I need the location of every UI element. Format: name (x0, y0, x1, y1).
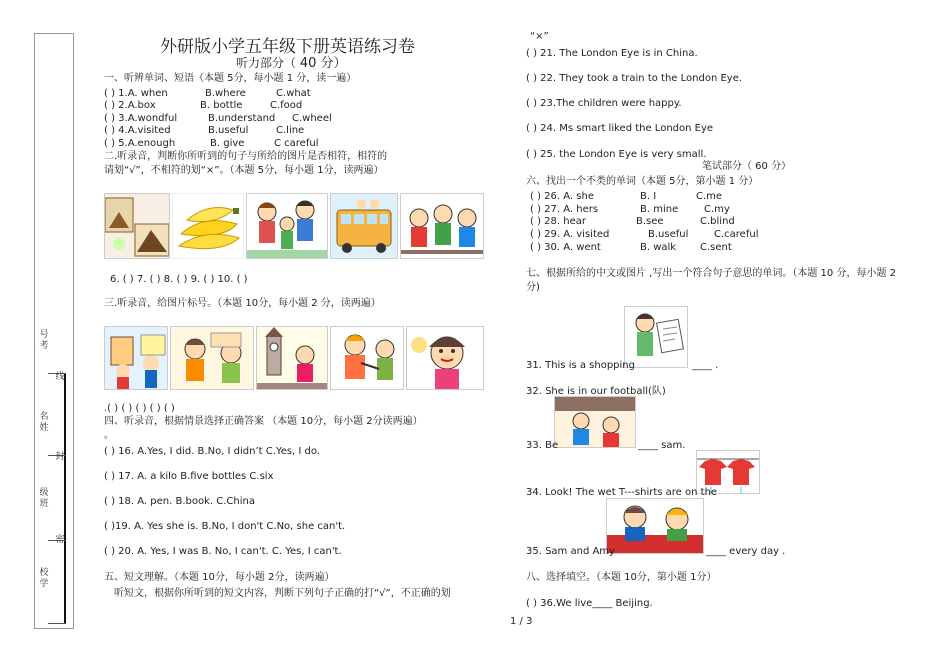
s4-item-20: ( ) 20. A. Yes, I was B. No, I can't. C. Yes, I can't. (104, 546, 342, 557)
s1-item-3-b: B.understand (208, 113, 276, 124)
s6-item-27-b: B. mine (640, 204, 679, 215)
q31-text: 31. This is a shopping (526, 360, 635, 371)
s6-item-26: ( ) 26. A. she (530, 191, 594, 202)
binding-label-name: 名姓 (39, 412, 49, 433)
s6-item-29-b: B.useful (648, 229, 689, 240)
s1-item-5-b: B. give (210, 138, 245, 149)
section1-heading: 一、听辨单词、短语（本题 5分，每小题 1 分，读一遍） (104, 73, 357, 84)
binding-tick (48, 623, 66, 624)
section3-image-2 (170, 326, 254, 390)
page-number: 1 / 3 (510, 616, 533, 627)
section2-image-4 (330, 193, 398, 259)
s1-item-5: ( ) 5.A.enough (104, 138, 176, 149)
section4-dot: 。 (104, 430, 114, 441)
q35-image (606, 498, 704, 554)
binding-label-seal: 封 (55, 452, 65, 462)
section2-heading-line1: 二.听录音，判断你所听到的句子与所给的图片是否相符，相符的 (104, 151, 388, 162)
section2-image-2 (172, 193, 244, 259)
q35-text: 35. Sam and Amy (526, 546, 615, 557)
section2-image-1 (104, 193, 170, 259)
s1-item-1-c: C.what (276, 88, 311, 99)
binding-label-school: 校学 (39, 568, 49, 589)
q31-blank: ____ . (692, 360, 719, 371)
section2-heading-line2: 请划“√”，不相符的划“×”。（本题 5分，每小题 1分，读两遍） (104, 165, 384, 176)
section3-image-1 (104, 326, 168, 390)
listening-heading-text: 听力部分（ (236, 56, 297, 70)
section3-image-4 (330, 326, 404, 390)
section2-image-3 (246, 193, 328, 259)
s6-item-30-c: C.sent (700, 242, 732, 253)
s6-item-27-c: C.my (704, 204, 730, 215)
s6-item-29-c: C.careful (714, 229, 759, 240)
s6-item-28-c: C.blind (700, 216, 735, 227)
binding-line (64, 373, 66, 623)
s4-item-19: ( )19. A. Yes she is. B.No, I don't C.No, she can't. (104, 521, 346, 532)
s6-item-30: ( ) 30. A. went (530, 242, 601, 253)
q34-text: 34. Look! The wet T---shirts are on the (526, 487, 718, 498)
s1-item-1-b: B.where (205, 88, 246, 99)
q31-image (624, 306, 688, 368)
listening-score: 40 分） (299, 56, 347, 71)
s1-item-4-b: B.useful (208, 125, 249, 136)
binding-label-exam-number: 号考 (39, 330, 49, 351)
s5-item-22: ( ) 22. They took a train to the London Eye. (526, 73, 743, 84)
s1-item-2: ( ) 2.A.box (104, 100, 156, 111)
q35-blank: ____ every day . (706, 546, 786, 557)
s1-item-5-c: C careful (274, 138, 319, 149)
cross-mark-continued: “×” (530, 31, 549, 42)
s6-item-26-c: C.me (696, 191, 723, 202)
binding-label-line: 线 (55, 372, 65, 382)
s5-item-24: ( ) 24. Ms smart liked the London Eye (526, 123, 714, 134)
s6-item-29: ( ) 29. A. visited (530, 229, 610, 240)
s1-item-1: ( ) 1.A. when (104, 88, 168, 99)
section7-heading-line2: 分) (526, 282, 540, 293)
section8-heading: 八、选择填空。（本题 10分，第小题 1分） (526, 572, 717, 583)
listening-heading (236, 56, 347, 71)
s1-item-2-b: B. bottle (200, 100, 243, 111)
section3-image-5 (406, 326, 484, 390)
s6-item-27: ( ) 27. A. hers (530, 204, 599, 215)
q33-image (554, 396, 636, 448)
section3-heading: 三.听录音，给图片标号。（本题 10分，每小题 2 分，读两遍） (104, 298, 381, 309)
s6-item-28-b: B.see (636, 216, 664, 227)
s6-item-30-b: B. walk (640, 242, 677, 253)
s1-item-3-c: C.wheel (292, 113, 332, 124)
s1-item-3: ( ) 3.A.wondful (104, 113, 178, 124)
section5-heading: 五、短文理解。（本题 10分，每小题 2分，读两遍） (104, 572, 335, 583)
s4-item-17: ( ) 17. A. a kilo B.five bottles C.six (104, 471, 274, 482)
q32-text: 32. She is in our football(队) (526, 386, 666, 397)
s4-item-16: ( ) 16. A.Yes, I did. B.No, I didn’t C.Yes, I do. (104, 446, 321, 457)
q33-text: 33. Be (526, 440, 559, 451)
section2-image-5 (400, 193, 484, 259)
s1-item-2-c: C.food (270, 100, 303, 111)
section3-answers: .( ) ( ) ( ) ( ) ( ) (104, 403, 175, 414)
section5-description: 听短文，根据你所听到的短文内容，判断下列句子正确的打“√”，不正确的划 (114, 588, 451, 599)
q36-text: ( ) 36.We live____ Beijing. (526, 598, 653, 609)
s6-item-26-b: B. I (640, 191, 657, 202)
s1-item-4-c: C.line (276, 125, 305, 136)
s1-item-4: ( ) 4.A.visited (104, 125, 171, 136)
section7-heading-line1: 七、根据所给的中文或图片 ,写出一个符合句子意思的单词。（本题 10 分，每小题 2 (526, 268, 896, 279)
s6-item-28: ( ) 28. hear (530, 216, 586, 227)
s5-item-25: ( ) 25. the London Eye is very small. (526, 149, 707, 160)
s5-item-23: ( ) 23.The children were happy. (526, 98, 682, 109)
written-heading: 笔试部分（ 60 分） (702, 161, 792, 172)
s5-item-21: ( ) 21. The London Eye is in China. (526, 48, 698, 59)
binding-label-secret: 密 (55, 535, 65, 545)
binding-label-class: 级班 (39, 488, 49, 509)
page-title: 外研版小学五年级下册英语练习卷 (160, 37, 415, 57)
section4-heading: 四、听录音，根据情景选择正确答案 （本题 10分，每小题 2分读两遍） (104, 416, 423, 427)
section3-image-3 (256, 326, 328, 390)
section2-answers: 6. ( ) 7. ( ) 8. ( ) 9. ( ) 10. ( ) (110, 274, 248, 285)
q33-blank: ____ sam. (638, 440, 686, 451)
section6-heading: 六、找出一个不类的单词（本题 5分，第小题 1 分） (526, 176, 759, 187)
s4-item-18: ( ) 18. A. pen. B.book. C.China (104, 496, 255, 507)
